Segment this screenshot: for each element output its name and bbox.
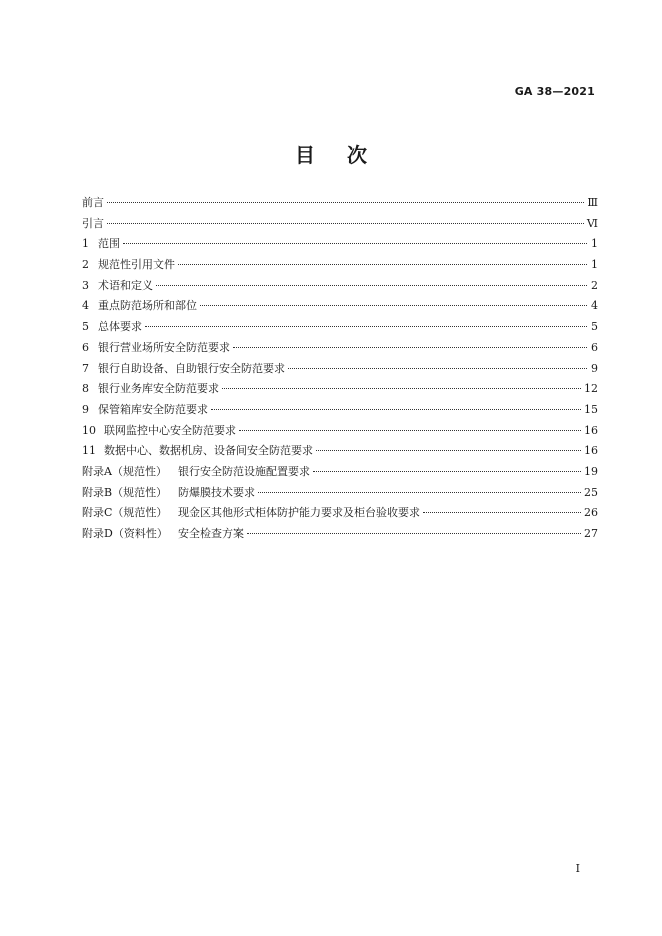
toc-entry[interactable] <box>82 503 598 524</box>
toc-leader-dots <box>211 409 581 410</box>
toc-entry-page: 25 <box>584 485 598 499</box>
toc-entry-label: 重点防范场所和部位 <box>98 299 197 313</box>
toc-entry-page: 27 <box>584 527 598 540</box>
toc-entry-page: 16 <box>584 444 598 458</box>
toc-entry-page: 12 <box>584 382 598 396</box>
toc-entry-page: 5 <box>591 320 598 334</box>
toc-entry-label: 银行营业场所安全防范要求 <box>98 340 230 354</box>
table-of-contents <box>82 193 598 545</box>
toc-entry-label: 前言 <box>82 196 104 209</box>
toc-leader-dots <box>107 223 584 224</box>
toc-entry-page: 1 <box>591 237 598 251</box>
page-number: I <box>575 862 580 875</box>
toc-entry[interactable] <box>82 421 598 442</box>
toc-entry-number: 11 <box>82 444 96 458</box>
toc-leader-dots <box>145 326 587 327</box>
toc-entry-number: 10 <box>82 423 96 437</box>
toc-leader-dots <box>107 202 584 203</box>
toc-entry-label: 银行业务库安全防范要求 <box>98 382 219 396</box>
toc-entry-label: 银行自助设备、自助银行安全防范要求 <box>98 361 285 375</box>
toc-leader-dots <box>222 388 581 389</box>
toc-entry-label: 范围 <box>98 237 120 251</box>
toc-entry-page: Ⅲ <box>587 196 598 209</box>
toc-entry-number: 附录C（规范性） <box>82 506 168 520</box>
toc-leader-dots <box>288 368 587 369</box>
toc-entry-page: 6 <box>591 340 598 354</box>
toc-entry-number: 附录B（规范性） <box>82 485 168 499</box>
toc-entry-label: 引言 <box>82 216 104 230</box>
toc-entry-label: 安全检查方案 <box>178 527 244 540</box>
toc-entry-number: 附录D（资料性） <box>82 527 168 540</box>
toc-entry-number: 8 <box>82 382 89 396</box>
toc-entry-page: 19 <box>584 464 598 478</box>
toc-entry[interactable] <box>82 317 598 338</box>
toc-leader-dots <box>423 512 581 513</box>
toc-entry-page: 16 <box>584 423 598 437</box>
toc-entry-number: 2 <box>82 258 89 272</box>
toc-entry-page: 9 <box>591 361 598 375</box>
toc-entry[interactable] <box>82 338 598 359</box>
toc-entry-number: 6 <box>82 340 89 354</box>
toc-leader-dots <box>233 347 587 348</box>
toc-entry-label: 防爆膜技术要求 <box>178 485 255 499</box>
toc-entry-page: 2 <box>591 278 598 292</box>
toc-entry-page: Ⅵ <box>586 216 598 230</box>
toc-entry-label: 规范性引用文件 <box>98 258 175 272</box>
toc-entry[interactable] <box>82 379 598 400</box>
toc-leader-dots <box>239 430 581 431</box>
toc-entry[interactable] <box>82 255 598 276</box>
toc-entry-label: 现金区其他形式柜体防护能力要求及柜台验收要求 <box>178 506 420 520</box>
toc-leader-dots <box>178 264 587 265</box>
toc-entry[interactable] <box>82 400 598 421</box>
toc-entry-page: 26 <box>584 506 598 520</box>
toc-entry-number: 9 <box>82 402 89 416</box>
toc-leader-dots <box>258 492 581 493</box>
toc-entry[interactable] <box>82 214 598 235</box>
toc-entry-page: 1 <box>591 258 598 272</box>
toc-entry[interactable] <box>82 483 598 504</box>
toc-entry-number: 4 <box>82 299 89 313</box>
toc-entry-number: 1 <box>82 237 89 251</box>
page-title: 目次 <box>295 143 399 167</box>
toc-entry-page: 4 <box>591 299 598 313</box>
toc-leader-dots <box>156 285 587 286</box>
toc-entry-number: 3 <box>82 278 89 292</box>
toc-entry-label: 联网监控中心安全防范要求 <box>104 423 236 437</box>
toc-entry-label: 总体要求 <box>98 320 142 334</box>
toc-entry-label: 保管箱库安全防范要求 <box>98 402 208 416</box>
toc-entry[interactable] <box>82 296 598 317</box>
toc-leader-dots <box>313 471 581 472</box>
toc-entry-number: 7 <box>82 361 89 375</box>
toc-entry-number: 附录A（规范性） <box>82 464 167 478</box>
toc-leader-dots <box>316 450 581 451</box>
toc-entry[interactable] <box>82 441 598 462</box>
toc-entry[interactable] <box>82 524 598 545</box>
toc-entry[interactable] <box>82 234 598 255</box>
toc-leader-dots <box>247 533 581 534</box>
document-code: GA 38—2021 <box>514 85 595 98</box>
toc-leader-dots <box>123 243 587 244</box>
toc-entry-page: 15 <box>584 402 598 416</box>
toc-entry-label: 银行安全防范设施配置要求 <box>178 464 310 478</box>
toc-entry[interactable] <box>82 359 598 380</box>
toc-entry[interactable] <box>82 276 598 297</box>
toc-entry[interactable] <box>82 462 598 483</box>
toc-entry-number: 5 <box>82 320 89 334</box>
toc-leader-dots <box>200 305 587 306</box>
toc-entry[interactable] <box>82 193 598 214</box>
toc-entry-label: 数据中心、数据机房、设备间安全防范要求 <box>104 444 313 458</box>
toc-entry-label: 术语和定义 <box>98 278 153 292</box>
